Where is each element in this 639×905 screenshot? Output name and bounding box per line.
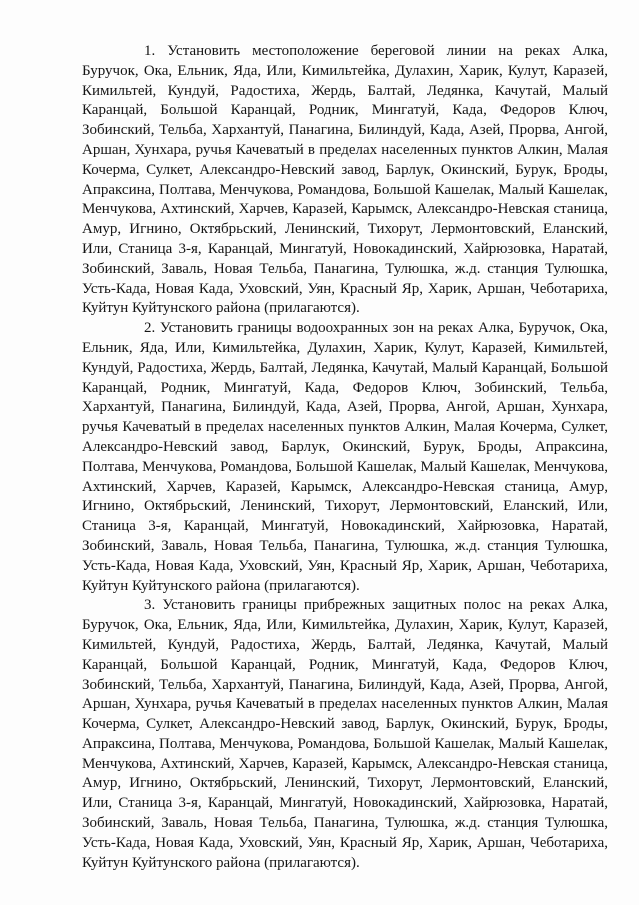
paragraph-3: 3. Установить границы прибрежных защитных полос на реках Алка, Буручок, Ока, Ельник, Яда, Или, Кимильтейка, Дулахин, Харик, Кулут, Каразей, Кимильтей, Кундуй, Радостиха, Жердь, Балтай, Ледянка, Качутай, Малый Каранцай, Большой Каранцай, Родник, Мингатуй, Када, Федоров Ключ, Зобинский, Тельба, Хархантуй, Панагина, Билиндуй, Када, Азей, Прорва, Ангой, Аршан, Хунхара, ручья Качеватый в пределах населенных пунктов Алкин, Малая Кочерма, Сулкет, Александро-Невский завод, Барлук, Окинский, Бурук, Броды, Апраксина, Полтава, Менчукова, Романдова, Большой Кашелак, Малый Кашелак, Менчукова, Ахтинский, Харчев, Каразей, Карымск, Александро-Невская станица, Амур, Игнино, Октябрьский, Ленинский, Тихорут, Лермонтовский, Еланский, Или, Станица 3-я, Каранцай, Мингатуй, Новокадинский, Хайрюзовка, Наратай, Зобинский, Заваль, Новая Тельба, Панагина, Тулюшка, ж.д. станция Тулюшка, Усть-Када, Новая Када, Уховский, Уян, Красный Яр, Харик, Аршан, Чеботариха, Куйтун Куйтунского района (прилагаются). (82, 597, 608, 871)
paragraph-2: 2. Установить границы водоохранных зон на реках Алка, Буручок, Ока, Ельник, Яда, Или, Кимильтейка, Дулахин, Харик, Кулут, Каразей, Кимильтей, Кундуй, Радостиха, Жердь, Балтай, Ледянка, Качутай, Малый Каранцай, Большой Каранцай, Родник, Мингатуй, Када, Федоров Ключ, Зобинский, Тельба, Хархантуй, Панагина, Билиндуй, Када, Азей, Прорва, Ангой, Аршан, Хунхара, ручья Качеватый в пределах населенных пунктов Алкин, Малая Кочерма, Сулкет, Александро-Невский завод, Барлук, Окинский, Бурук, Броды, Апраксина, Полтава, Менчукова, Романдова, Большой Кашелак, Малый Кашелак, Менчукова, Ахтинский, Харчев, Каразей, Карымск, Александро-Невская станица, Амур, Игнино, Октябрьский, Ленинский, Тихорут, Лермонтовский, Еланский, Или, Станица 3-я, Каранцай, Мингатуй, Новокадинский, Хайрюзовка, Наратай, Зобинский, Заваль, Новая Тельба, Панагина, Тулюшка, ж.д. станция Тулюшка, Усть-Када, Новая Када, Уховский, Уян, Красный Яр, Харик, Аршан, Чеботариха, Куйтун Куйтунского района (прилагаются). (82, 320, 608, 594)
document-body (82, 42, 608, 873)
paragraph-1: 1. Установить местоположение береговой линии на реках Алка, Буручок, Ока, Ельник, Яда, Или, Кимильтейка, Дулахин, Харик, Кулут, Каразей, Кимильтей, Кундуй, Радостиха, Жердь, Балтай, Ледянка, Качутай, Малый Каранцай, Большой Каранцай, Родник, Мингатуй, Када, Федоров Ключ, Зобинский, Тельба, Хархантуй, Панагина, Билиндуй, Када, Азей, Прорва, Ангой, Аршан, Хунхара, ручья Качеватый в пределах населенных пунктов Алкин, Малая Кочерма, Сулкет, Александро-Невский завод, Барлук, Окинский, Бурук, Броды, Апраксина, Полтава, Менчукова, Романдова, Большой Кашелак, Малый Кашелак, Менчукова, Ахтинский, Харчев, Каразей, Карымск, Александро-Невская станица, Амур, Игнино, Октябрьский, Ленинский, Тихорут, Лермонтовский, Еланский, Или, Станица 3-я, Каранцай, Мингатуй, Новокадинский, Хайрюзовка, Наратай, Зобинский, Заваль, Новая Тельба, Панагина, Тулюшка, ж.д. станция Тулюшка, Усть-Када, Новая Када, Уховский, Уян, Красный Яр, Харик, Аршан, Чеботариха, Куйтун Куйтунского района (прилагаются). (82, 43, 608, 317)
